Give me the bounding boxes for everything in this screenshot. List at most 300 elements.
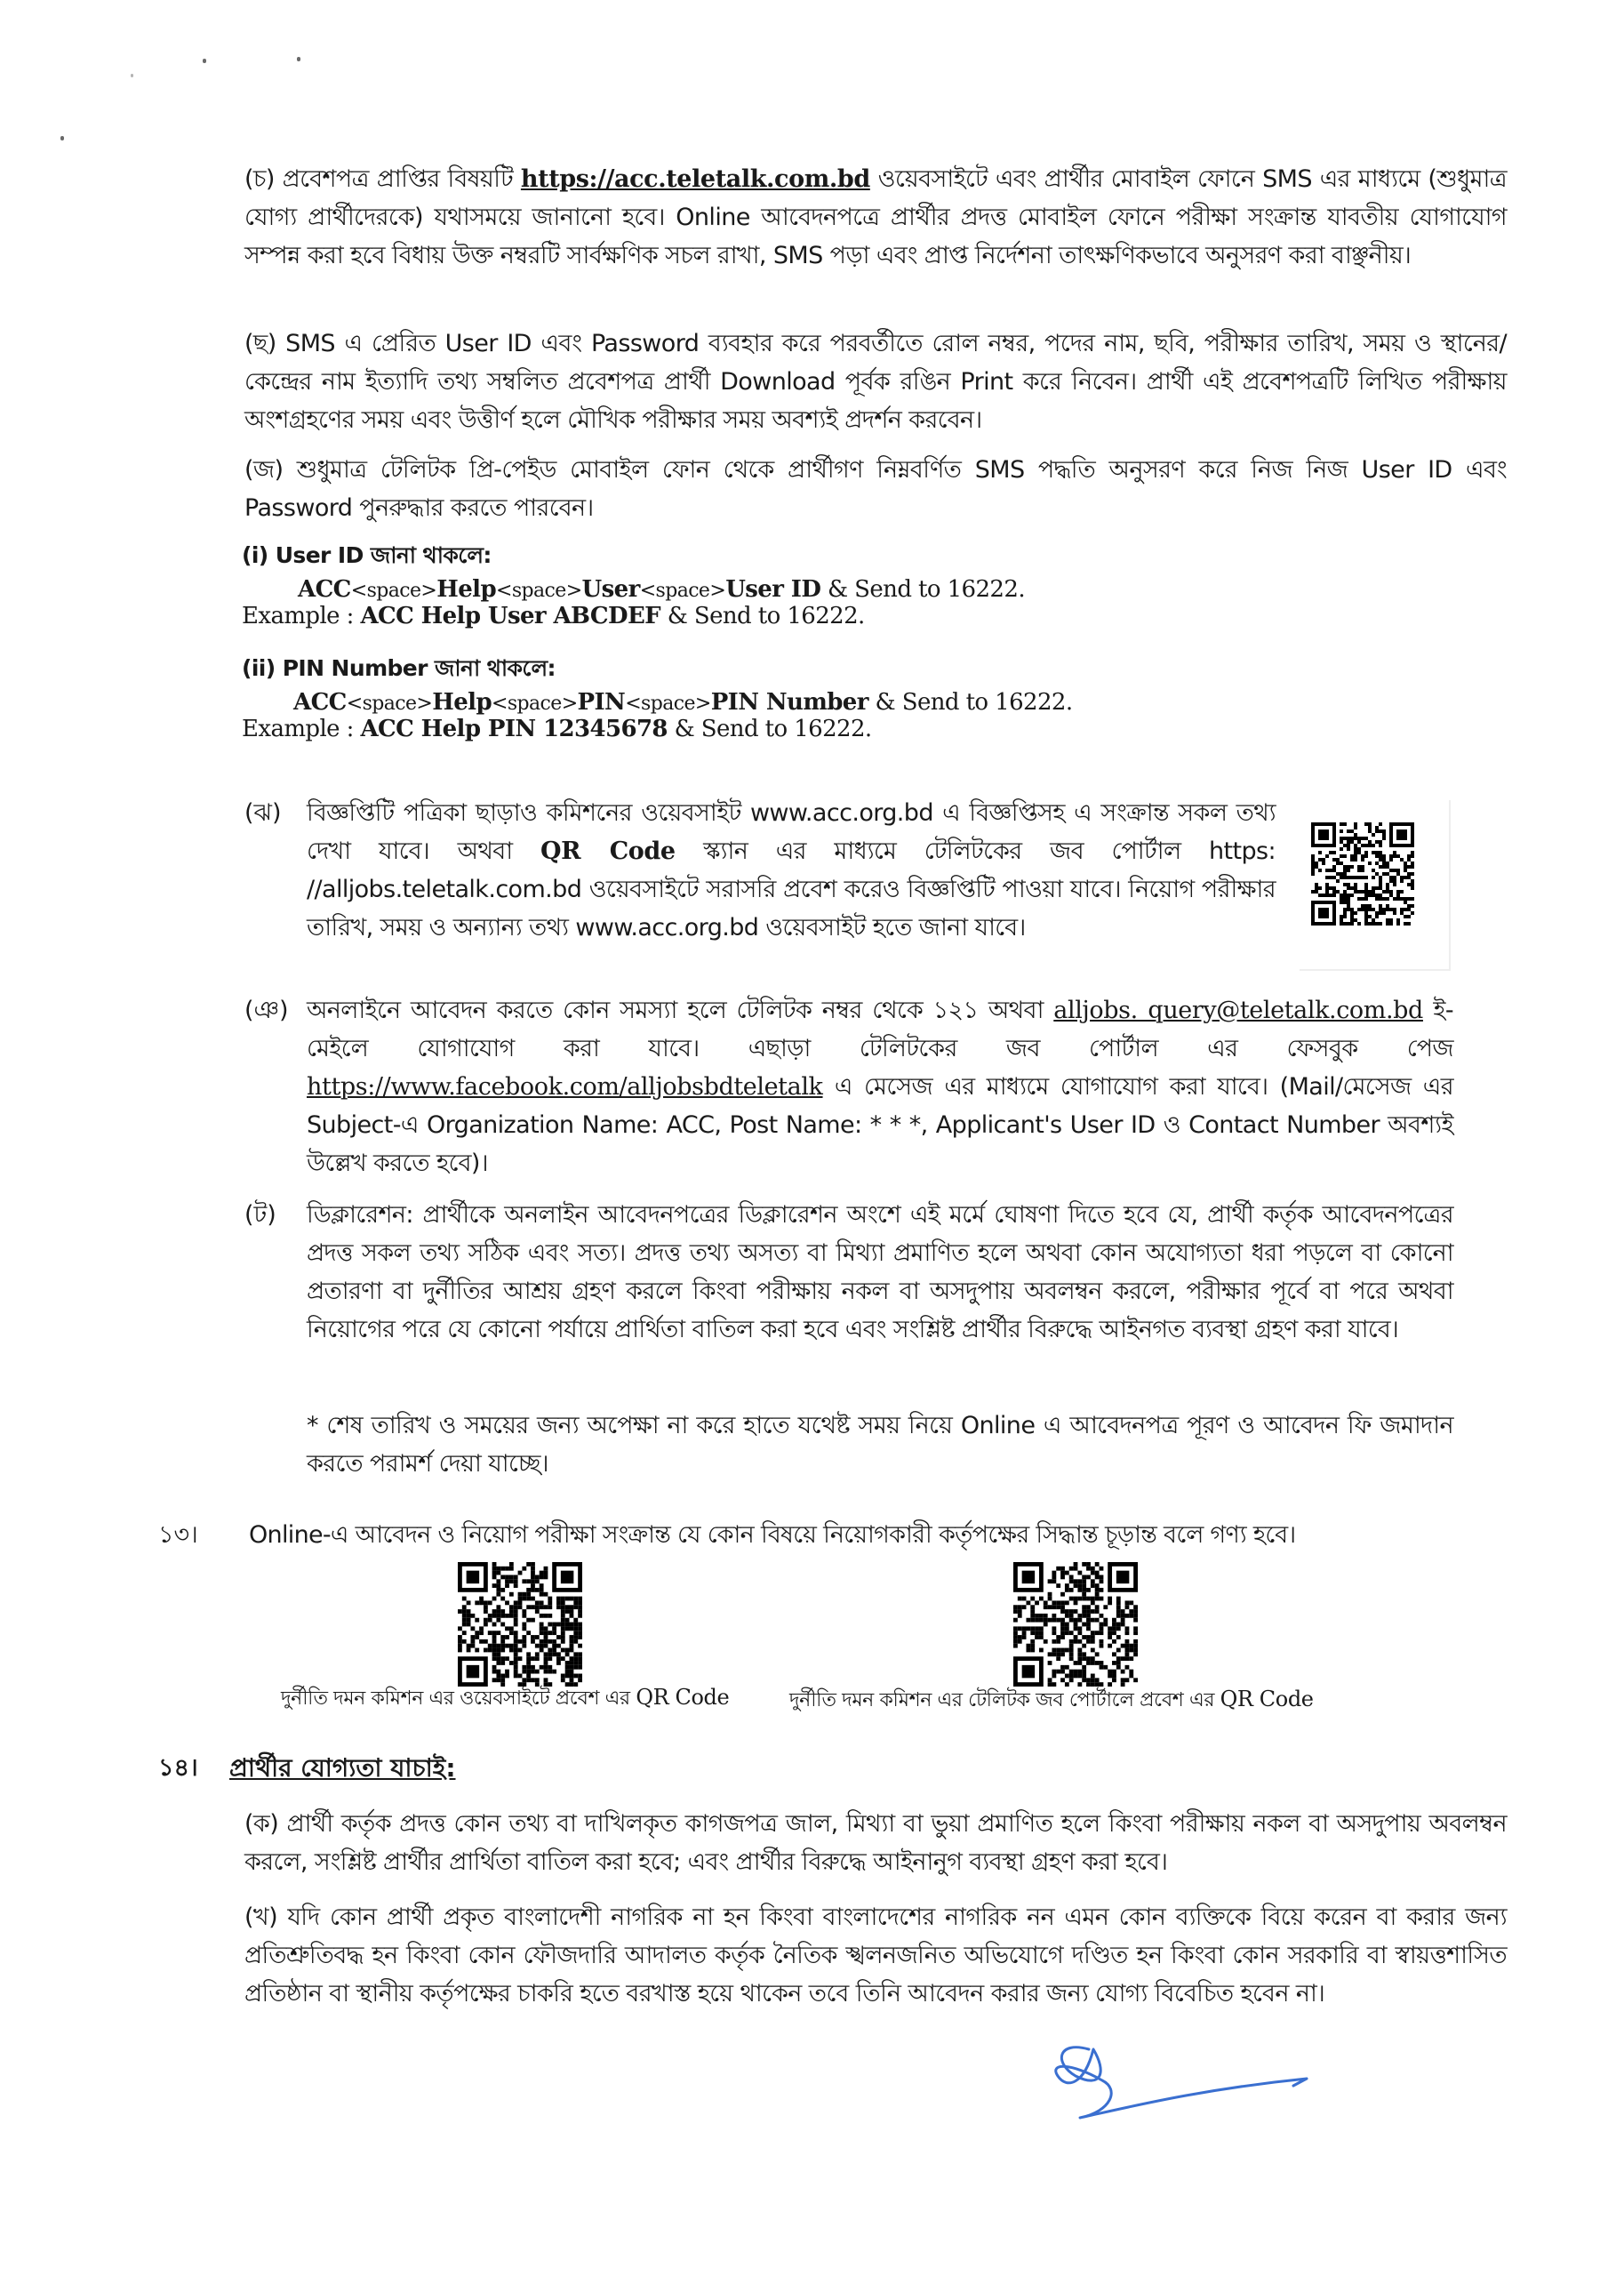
qr-module xyxy=(1411,851,1414,854)
qr-module xyxy=(1382,897,1386,901)
qr-module xyxy=(1086,1635,1091,1639)
sms-user-ex-label: Example : xyxy=(242,603,361,629)
qr-module xyxy=(531,1670,535,1674)
qr-module xyxy=(1354,918,1357,922)
qr-module xyxy=(1086,1614,1091,1618)
qr-module xyxy=(565,1674,570,1679)
qr-module xyxy=(1052,1614,1056,1618)
qr-module xyxy=(1393,851,1396,854)
qr-module xyxy=(492,1614,497,1618)
qr-module xyxy=(544,1652,548,1656)
qr-module xyxy=(1129,1600,1133,1605)
qr-module xyxy=(1311,858,1315,862)
qr-module xyxy=(1379,904,1382,908)
qr-module xyxy=(1368,840,1372,844)
qr-module xyxy=(1332,858,1336,862)
qr-module xyxy=(505,1656,509,1661)
qr-module xyxy=(1411,886,1414,890)
qr-module xyxy=(462,1639,467,1644)
qr-module xyxy=(1125,1600,1130,1605)
qr-module xyxy=(1379,822,1382,826)
qr-module xyxy=(1350,865,1354,869)
qr-module xyxy=(561,1618,565,1623)
qr-module xyxy=(1379,911,1382,915)
qr-module xyxy=(1026,1644,1030,1648)
qr-module xyxy=(540,1665,544,1670)
qr-module xyxy=(1039,1618,1044,1623)
qr-module xyxy=(1318,908,1329,918)
scan-speck xyxy=(60,136,64,140)
qr-module xyxy=(514,1665,518,1670)
qr-module xyxy=(462,1605,467,1609)
qr-module xyxy=(1375,894,1379,897)
clause-cha xyxy=(244,160,1507,275)
qr-module xyxy=(492,1583,497,1588)
qr-module xyxy=(1116,1665,1121,1670)
qr-code-acc-website[interactable] xyxy=(458,1562,582,1687)
sms-pin-ex-label: Example : xyxy=(242,716,361,742)
qr-module xyxy=(1125,1644,1130,1648)
qr-module xyxy=(526,1631,531,1635)
qr-module xyxy=(1086,1618,1091,1623)
qr-module xyxy=(1030,1639,1035,1644)
qr-module xyxy=(1056,1648,1060,1653)
qr-module xyxy=(1379,865,1382,869)
sms-user-s3: <space> xyxy=(639,580,726,602)
qr-module xyxy=(1354,847,1357,851)
qr-module xyxy=(526,1674,531,1679)
qr-module xyxy=(1372,876,1375,879)
admit-card-link[interactable]: https://acc.teletalk.com.bd xyxy=(520,165,870,193)
qr-module xyxy=(479,1600,484,1605)
qr-module xyxy=(1091,1678,1095,1682)
qr-module xyxy=(540,1644,544,1648)
qr-module xyxy=(544,1639,548,1644)
qr-caption-1-en: QR Code xyxy=(636,1685,730,1710)
qr-module xyxy=(1368,822,1372,826)
qr-module xyxy=(1400,911,1404,915)
qr-module xyxy=(561,1674,565,1679)
qr-module xyxy=(1364,837,1368,840)
qr-caption-2-en: QR Code xyxy=(1220,1687,1314,1711)
qr-module xyxy=(1411,911,1414,915)
qr-module xyxy=(1112,1678,1116,1682)
qr-module xyxy=(573,1631,578,1635)
qr-module xyxy=(531,1678,535,1682)
qr-module xyxy=(1372,851,1375,854)
qr-module xyxy=(1044,1614,1048,1618)
qr-module xyxy=(1133,1631,1138,1635)
qr-module xyxy=(1013,1635,1018,1639)
qr-module xyxy=(1022,1635,1027,1639)
qr-module xyxy=(1343,890,1347,894)
qr-module xyxy=(1060,1635,1065,1639)
qr-module xyxy=(1108,1644,1112,1648)
qr-module xyxy=(492,1571,497,1575)
qr-module xyxy=(496,1656,500,1661)
qr-module xyxy=(1030,1644,1035,1648)
qr-module xyxy=(540,1571,544,1575)
qr-module xyxy=(467,1609,471,1614)
qr-module xyxy=(509,1614,514,1618)
qr-module xyxy=(573,1674,578,1679)
qr-module xyxy=(1343,908,1347,911)
qr-module xyxy=(484,1639,488,1644)
clause-ja: (জ) শুধুমাত্র টেলিটক প্রি-পেইড মোবাইল ফোন থেকে প্রার্থীগণ নিম্নবর্ণিত SMS পদ্ধতি অনুসরণ করে নিজ নিজ User ID এবং Password পুনরুদ্ধার করতে পারবেন। xyxy=(244,456,1507,522)
qr-module xyxy=(1086,1661,1091,1665)
qr-module xyxy=(1361,865,1364,869)
qr-module xyxy=(570,1665,574,1670)
qr-module xyxy=(484,1623,488,1627)
qr-module xyxy=(505,1600,509,1605)
qr-module xyxy=(1133,1626,1138,1631)
qr-module xyxy=(1311,872,1315,876)
qr-module xyxy=(531,1639,535,1644)
qr-module xyxy=(1350,840,1354,844)
qr-module xyxy=(1411,862,1414,865)
qr-module xyxy=(1336,862,1340,865)
qr-module xyxy=(514,1639,518,1644)
qr-module xyxy=(1056,1635,1060,1639)
qr-module xyxy=(1039,1635,1044,1639)
qr-module xyxy=(1082,1592,1086,1597)
sms-user-f3: User xyxy=(581,576,640,603)
qr-module xyxy=(1354,837,1357,840)
qr-module xyxy=(570,1644,574,1648)
qr-module xyxy=(1077,1631,1082,1635)
qr-module xyxy=(1311,869,1315,872)
qr-module xyxy=(1065,1614,1069,1618)
qr-module xyxy=(509,1644,514,1648)
qr-module xyxy=(578,1614,582,1618)
qr-module xyxy=(526,1605,531,1609)
qr-module xyxy=(1060,1575,1065,1579)
qr-module xyxy=(1082,1635,1086,1639)
qr-module xyxy=(552,1623,556,1627)
qr-module xyxy=(1121,1678,1125,1682)
sms-user-format xyxy=(298,576,1025,605)
qr-module xyxy=(484,1605,488,1609)
qr-module xyxy=(561,1600,565,1605)
qr-module xyxy=(1056,1656,1060,1661)
qr-module xyxy=(1077,1626,1082,1631)
qr-module xyxy=(565,1605,570,1609)
qr-module xyxy=(1350,911,1354,915)
qr-module xyxy=(1052,1631,1056,1635)
qr-module xyxy=(573,1665,578,1670)
qr-module xyxy=(1350,854,1354,858)
signature xyxy=(1040,2036,1324,2125)
qr-module xyxy=(1052,1652,1056,1656)
qr-module xyxy=(1375,872,1379,876)
qr-module xyxy=(1322,894,1325,897)
qr-module xyxy=(565,1618,570,1623)
qr-module xyxy=(1035,1635,1039,1639)
qr-module xyxy=(1069,1631,1074,1635)
qr-module xyxy=(1044,1618,1048,1623)
qr-module xyxy=(552,1644,556,1648)
qr-module xyxy=(1013,1605,1018,1609)
qr-code-teletalk-portal[interactable] xyxy=(1013,1562,1138,1687)
qr-module xyxy=(1048,1661,1052,1665)
qr-module xyxy=(1368,922,1372,926)
qr-module xyxy=(1332,894,1336,897)
qr-module xyxy=(1396,922,1400,926)
qr-module xyxy=(552,1626,556,1631)
qr-module xyxy=(1393,879,1396,883)
qr-module xyxy=(1382,837,1386,840)
qr-module xyxy=(1074,1626,1078,1631)
qr-module xyxy=(1357,847,1361,851)
qr-module xyxy=(1368,915,1372,918)
qr-module xyxy=(1039,1614,1044,1618)
qr-module xyxy=(1052,1618,1056,1623)
qr-module xyxy=(1052,1648,1056,1653)
qr-module xyxy=(1133,1644,1138,1648)
qr-module xyxy=(514,1635,518,1639)
qr-module xyxy=(496,1678,500,1682)
clause-jha-qr-label: QR Code xyxy=(540,837,676,865)
sms-user-send: & Send to 16222. xyxy=(820,576,1025,603)
clause-nya-b: ই-মেইলে যোগাযোগ করা যাবে। এছাড়া টেলিটকের জব পোর্টাল এর ফেসবুক পেজ xyxy=(307,997,1453,1062)
qr-module xyxy=(1400,858,1404,862)
qr-module xyxy=(535,1652,540,1656)
qr-module xyxy=(1082,1562,1086,1567)
qr-module xyxy=(531,1588,535,1592)
qr-module xyxy=(1125,1639,1130,1644)
qr-module xyxy=(1082,1583,1086,1588)
qr-module xyxy=(1318,886,1322,890)
qr-module xyxy=(1121,1656,1125,1661)
qr-module xyxy=(1125,1605,1130,1609)
qr-module xyxy=(475,1631,479,1635)
clause-cha-pre: (চ) প্রবেশপত্র প্রাপ্তির বিষয়টি xyxy=(244,165,521,193)
qr-module xyxy=(522,1609,526,1614)
qr-module xyxy=(1389,869,1393,872)
qr-module xyxy=(570,1626,574,1631)
qr-module xyxy=(1354,826,1357,829)
qr-module xyxy=(1382,858,1386,862)
qr-module xyxy=(1056,1670,1060,1674)
qr-module xyxy=(526,1592,531,1597)
clause-nya-marker: (ঞ) xyxy=(244,997,289,1024)
facebook-page-link[interactable]: https://www.facebook.com/alljobsbdteletalk xyxy=(307,1073,823,1101)
qr-module xyxy=(509,1567,514,1571)
sms-pin-send: & Send to 16222. xyxy=(868,689,1073,716)
qr-module xyxy=(1368,844,1372,847)
qr-module xyxy=(1404,869,1407,872)
qr-code-job-portal[interactable] xyxy=(1311,822,1414,926)
qr-module xyxy=(500,1623,505,1627)
qr-module xyxy=(1065,1626,1069,1631)
qr-module xyxy=(1069,1678,1074,1682)
qr-module xyxy=(492,1644,497,1648)
qr-module xyxy=(573,1626,578,1631)
qr-module xyxy=(1052,1639,1056,1644)
qr-module xyxy=(1347,840,1350,844)
qr-module xyxy=(496,1567,500,1571)
qr-module xyxy=(1375,915,1379,918)
qr-module xyxy=(467,1614,471,1618)
qr-module xyxy=(1354,890,1357,894)
qr-module xyxy=(1022,1605,1027,1609)
qr-module xyxy=(500,1597,505,1601)
qr-module xyxy=(496,1614,500,1618)
qr-module xyxy=(540,1583,544,1588)
qr-module xyxy=(1121,1609,1125,1614)
sms-user-ex-bold: ACC Help User ABCDEF xyxy=(360,603,661,629)
qr-module xyxy=(1325,876,1329,879)
qr-module xyxy=(1018,1635,1022,1639)
qr-module xyxy=(1091,1648,1095,1653)
qr-module xyxy=(1030,1626,1035,1631)
qr-module xyxy=(1354,833,1357,837)
qr-module xyxy=(496,1571,500,1575)
qr-module xyxy=(1121,1644,1125,1648)
qr-module xyxy=(1022,1626,1027,1631)
qr-module xyxy=(1039,1626,1044,1631)
qr-module xyxy=(1052,1600,1056,1605)
qr-module xyxy=(1108,1670,1112,1674)
qr-module xyxy=(1325,886,1329,890)
qr-module xyxy=(479,1639,484,1644)
qr-module xyxy=(505,1583,509,1588)
qr-module xyxy=(522,1678,526,1682)
qr-module xyxy=(1332,886,1336,890)
qr-module xyxy=(1026,1648,1030,1653)
qr-module xyxy=(578,1661,582,1665)
qr-module xyxy=(1013,1618,1018,1623)
qr-module xyxy=(535,1635,540,1639)
qr-module xyxy=(1082,1614,1086,1618)
qr-module xyxy=(552,1652,556,1656)
qr-module xyxy=(544,1656,548,1661)
qr-module xyxy=(1077,1652,1082,1656)
qr-module xyxy=(1361,844,1364,847)
qr-module xyxy=(540,1623,544,1627)
qr-module xyxy=(1343,865,1347,869)
qr-module xyxy=(1400,890,1404,894)
qr-module xyxy=(500,1661,505,1665)
qr-module xyxy=(1336,890,1340,894)
qr-module xyxy=(565,1661,570,1665)
qr-module xyxy=(531,1656,535,1661)
qr-module xyxy=(1315,862,1318,865)
qr-module xyxy=(458,1639,462,1644)
qr-module xyxy=(1404,922,1407,926)
qr-module xyxy=(492,1635,497,1639)
qr-module xyxy=(475,1600,479,1605)
qr-module xyxy=(1340,840,1343,844)
qr-module xyxy=(1082,1665,1086,1670)
qr-module xyxy=(1082,1644,1086,1648)
qr-module xyxy=(548,1665,552,1670)
qr-module xyxy=(1347,883,1350,886)
qr-module xyxy=(492,1575,497,1579)
qr-module xyxy=(500,1648,505,1653)
qr-module xyxy=(552,1670,556,1674)
qr-module xyxy=(1386,918,1389,922)
clause-nya xyxy=(307,991,1453,1182)
qr-module xyxy=(1125,1648,1130,1653)
qr-module xyxy=(1091,1631,1095,1635)
qr-module xyxy=(462,1618,467,1623)
qr-module xyxy=(565,1609,570,1614)
qr-module xyxy=(1325,890,1329,894)
qr-module xyxy=(1018,1626,1022,1631)
qr-module xyxy=(1108,1600,1112,1605)
qr-module xyxy=(509,1579,514,1583)
qr-module xyxy=(509,1661,514,1665)
qr-module xyxy=(1368,829,1372,833)
qr-module xyxy=(1389,922,1393,926)
qr-module xyxy=(1329,876,1332,879)
qr-module xyxy=(570,1639,574,1644)
qr-module xyxy=(514,1648,518,1653)
qr-module xyxy=(1379,858,1382,862)
clause-jha-b: স্ক্যান এর মাধ্যমে টেলিটকের জব পোর্টাল https: //alljobs.teletalk.com.bd ওয়েবসাইটে সরাসরি প্রবেশ করেও বিজ্ঞপ্তিটি পাওয়া যাবে। নিয়োগ পরীক্ষার তারিখ, সময় ও অন্যান্য তথ্য www.acc.org.bd ওয়েবসাইট হতে জানা যাবে। xyxy=(307,837,1276,942)
qr-module xyxy=(526,1670,531,1674)
qr-module xyxy=(1357,908,1361,911)
qr-module xyxy=(535,1579,540,1583)
qr-module xyxy=(1048,1652,1052,1656)
qr-module xyxy=(1357,869,1361,872)
qr-module xyxy=(565,1665,570,1670)
qr-module xyxy=(1343,869,1347,872)
support-email-link[interactable]: alljobs. query@teletalk.com.bd xyxy=(1053,997,1423,1024)
qr-module xyxy=(1116,1609,1121,1614)
qr-module xyxy=(1336,858,1340,862)
qr-module xyxy=(1035,1626,1039,1631)
qr-module xyxy=(514,1623,518,1627)
qr-module xyxy=(509,1605,514,1609)
qr-module xyxy=(544,1678,548,1682)
qr-module xyxy=(1411,872,1414,876)
qr-module xyxy=(514,1609,518,1614)
qr-module xyxy=(548,1656,552,1661)
qr-module xyxy=(479,1631,484,1635)
qr-module xyxy=(492,1567,497,1571)
qr-module xyxy=(1121,1618,1125,1623)
qr-module xyxy=(496,1579,500,1583)
qr-module xyxy=(535,1678,540,1682)
qr-module xyxy=(1347,869,1350,872)
qr-module xyxy=(1375,862,1379,865)
qr-module xyxy=(556,1605,561,1609)
qr-module xyxy=(1340,894,1343,897)
qr-module xyxy=(1336,879,1340,883)
qr-module xyxy=(565,1597,570,1601)
qr-module xyxy=(496,1592,500,1597)
qr-module xyxy=(475,1618,479,1623)
qr-module xyxy=(1325,894,1329,897)
qr-module xyxy=(1069,1652,1074,1656)
qr-module xyxy=(1407,876,1411,879)
qr-module xyxy=(1091,1618,1095,1623)
qr-module xyxy=(1379,883,1382,886)
qr-module xyxy=(1121,1670,1125,1674)
qr-module xyxy=(1379,851,1382,854)
qr-module xyxy=(526,1562,531,1567)
qr-module xyxy=(1375,922,1379,926)
qr-module xyxy=(492,1597,497,1601)
qr-module xyxy=(492,1670,497,1674)
qr-module xyxy=(570,1614,574,1618)
qr-module xyxy=(1340,854,1343,858)
qr-module xyxy=(1393,883,1396,886)
qr-module xyxy=(1311,854,1315,858)
qr-module xyxy=(1347,894,1350,897)
